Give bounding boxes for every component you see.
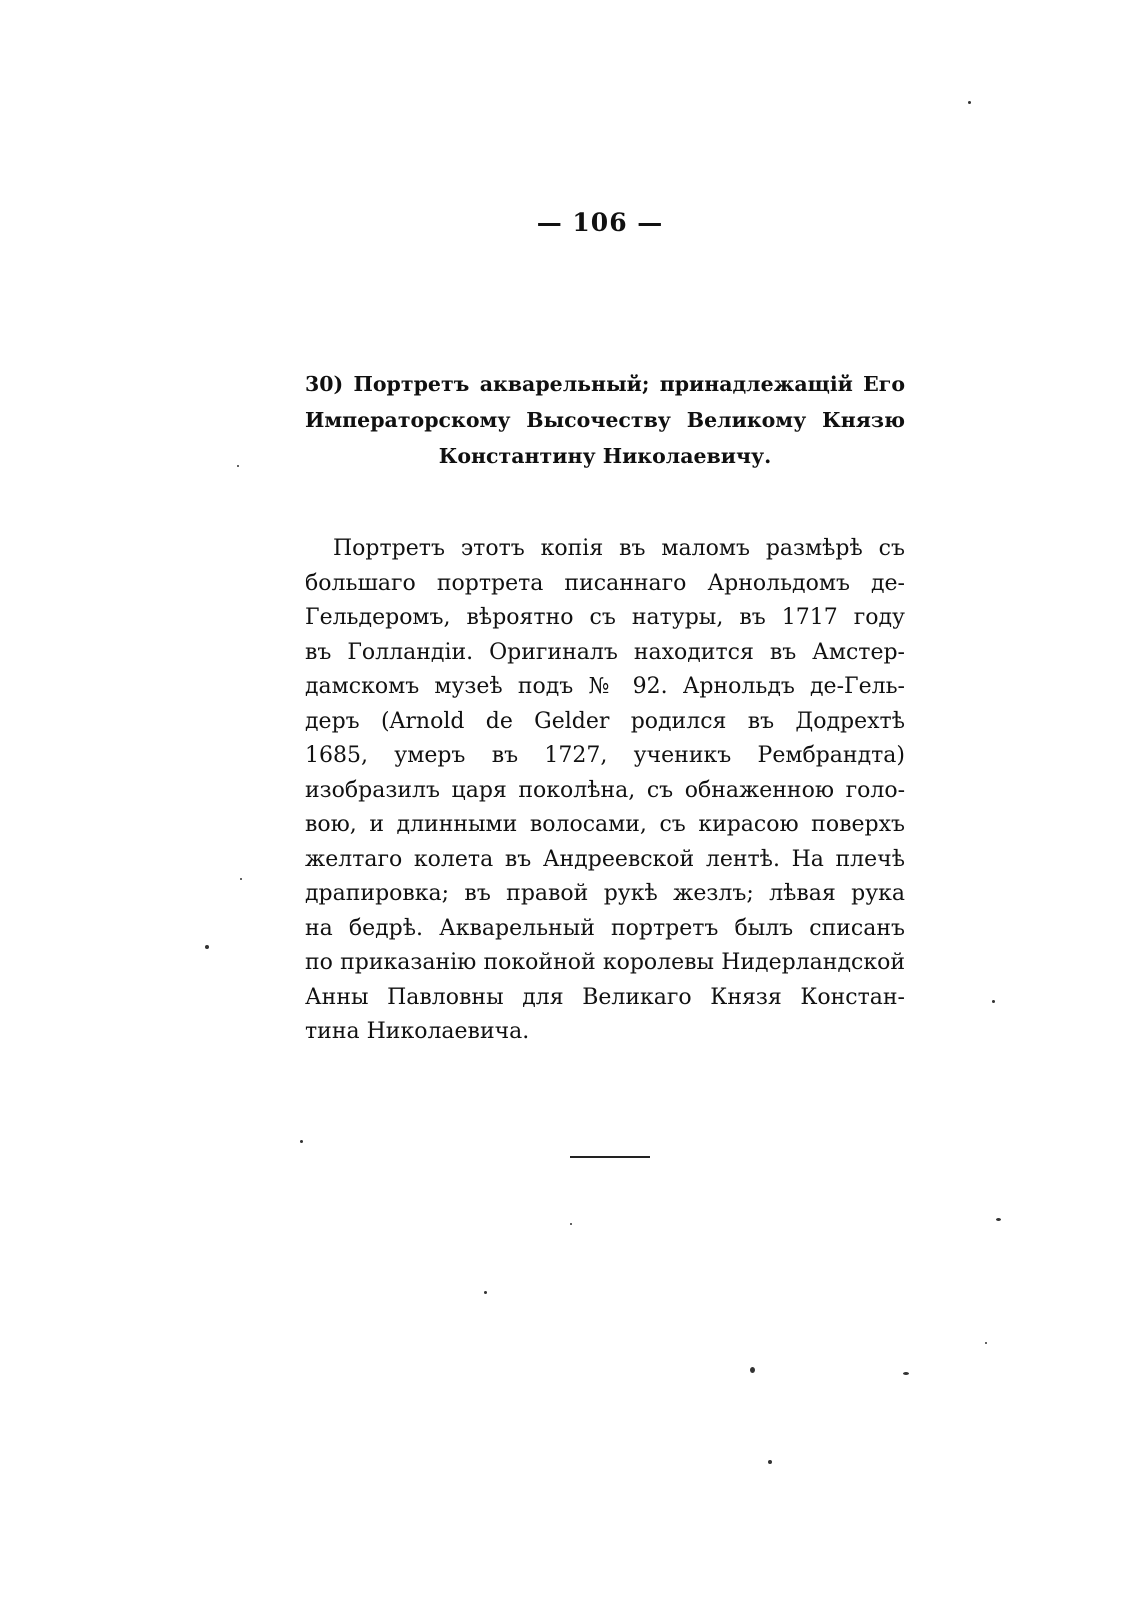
scan-speck xyxy=(992,1000,995,1003)
scan-speck xyxy=(237,465,239,467)
body-line: тина Николаевича. xyxy=(305,1019,530,1044)
body-line: Анны Павловны для Великаго Князя Констан- xyxy=(305,984,905,1010)
scan-speck xyxy=(750,1367,755,1373)
body-line: вою, и длинными волосами, съ кирасою поверхъ xyxy=(305,812,905,837)
scan-speck xyxy=(570,1223,572,1225)
body-paragraph xyxy=(305,532,905,1050)
scan-speck xyxy=(985,1342,987,1344)
scan-speck xyxy=(205,945,209,949)
section-divider-rule xyxy=(570,1156,650,1158)
body-line: 1685, умеръ въ 1727, ученикъ Рембрандта) xyxy=(305,743,905,768)
page-number: — 106 — xyxy=(536,208,664,237)
body-line: драпировка; въ правой рукѣ жезлъ; лѣвая рука xyxy=(305,881,905,906)
item-heading xyxy=(305,366,905,474)
body-line: Портретъ этотъ копія въ маломъ размѣрѣ съ xyxy=(333,536,905,561)
body-line: по приказанію покойной королевы Нидерландской xyxy=(305,950,905,975)
scan-speck xyxy=(484,1291,487,1294)
scan-speck xyxy=(903,1372,909,1375)
scan-speck xyxy=(768,1460,772,1464)
scan-speck xyxy=(968,101,971,104)
body-line: желтаго колета въ Андреевской лентѣ. На плечѣ xyxy=(305,846,905,872)
body-line: въ Голландіи. Оригиналъ находится въ Амстер- xyxy=(305,639,905,665)
scan-speck xyxy=(996,1218,1001,1221)
scan-speck xyxy=(240,878,242,880)
heading-line: 30) Портретъ акварельный; принадлежащій Его xyxy=(305,372,905,396)
heading-line: Константину Николаевичу. xyxy=(438,444,772,468)
heading-line: Императорскому Высочеству Великому Князю xyxy=(305,408,905,432)
body-line: дамскомъ музеѣ подъ № 92. Арнольдъ де-Гель- xyxy=(305,674,905,699)
body-line: деръ (Arnold de Gelder родился въ Додрехтѣ xyxy=(305,708,905,734)
scan-speck xyxy=(300,1140,303,1143)
body-line: большаго портрета писаннаго Арнольдомъ де- xyxy=(305,570,905,596)
body-line: на бедрѣ. Акварельный портретъ былъ списанъ xyxy=(305,915,905,941)
body-line: Гельдеромъ, вѣроятно съ натуры, въ 1717 году xyxy=(305,605,905,630)
body-line: изобразилъ царя поколѣна, съ обнаженною голо- xyxy=(305,777,905,803)
